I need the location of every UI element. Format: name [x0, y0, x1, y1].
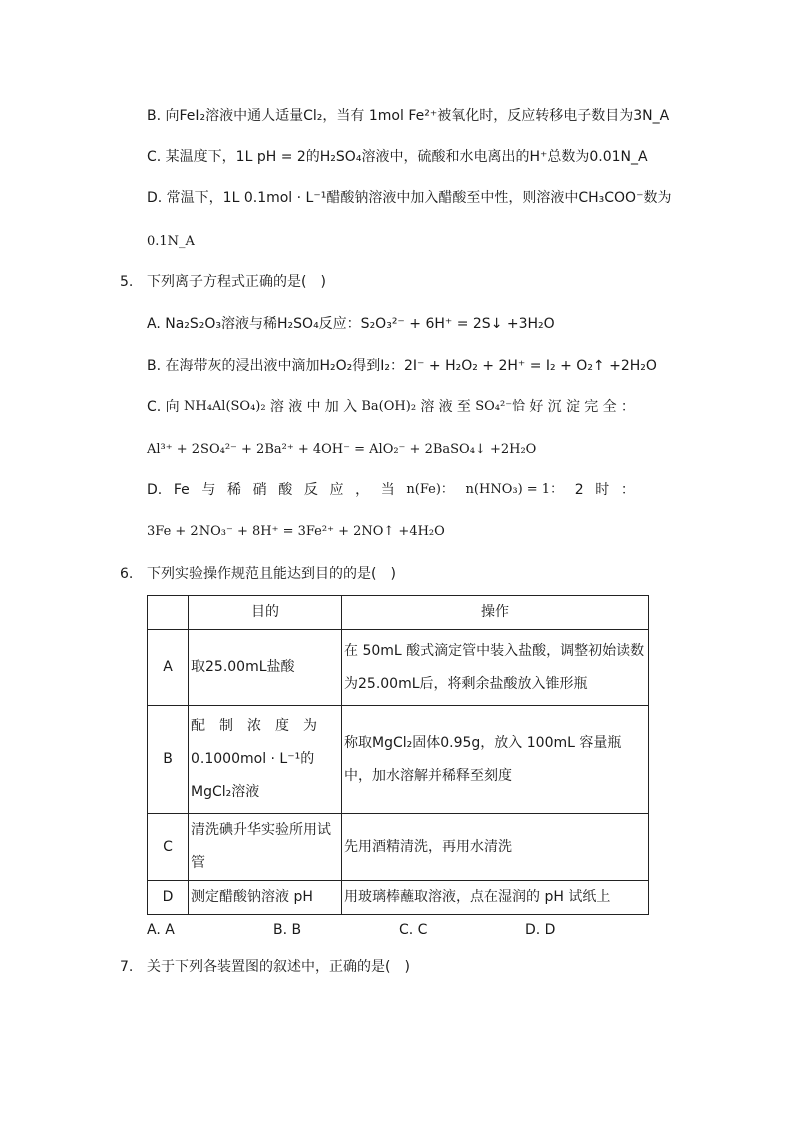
q5-c-seg: 溶 — [269, 399, 284, 415]
table-cell-purpose: 配 制 浓 度 为 0.1000mol · L⁻¹的 MgCl₂溶液 — [189, 706, 342, 814]
q4-option-d-line2: 0.1N_A — [147, 234, 195, 249]
table-cell-label: B — [148, 706, 189, 814]
q5-option-c-line1 — [147, 397, 635, 417]
q7-number: 7. — [120, 959, 134, 975]
table-cell-operation: 用玻璃棒蘸取溶液，点在湿润的 pH 试纸上 — [342, 881, 649, 915]
q5-d-seg: 时 — [595, 482, 610, 498]
table-cell-operation: 在 50mL 酸式滴定管中装入盐酸，调整初始读数为25.00mL后，将剩余盐酸放入锥形瓶 — [342, 630, 649, 706]
q5-c-seg: ： — [620, 399, 635, 415]
q5-d-seg: 当 — [380, 482, 395, 498]
q4-option-c: C. 某温度下，1L pH = 2的H₂SO₄溶液中，硫酸和水电离出的H⁺总数为0.01N_A — [147, 149, 648, 165]
q7-stem: 关于下列各装置图的叙述中，正确的是( ) — [147, 959, 410, 975]
table-cell-label: C — [148, 814, 189, 881]
table-header-cell — [148, 596, 189, 630]
q4-option-b: B. 向FeI₂溶液中通人适量Cl₂，当有 1mol Fe²⁺被氧化时，反应转移电子数目为3N_A — [147, 108, 670, 124]
q5-d-seg: 反 — [303, 482, 318, 498]
q5-option-d-line1 — [147, 480, 635, 500]
q5-d-seg: 硝 — [252, 482, 267, 498]
q5-d-seg: ， — [355, 482, 370, 498]
q5-d-seg: 稀 — [227, 482, 242, 498]
q5-c-seg: 全 — [602, 399, 617, 415]
q5-c-seg: C. 向 — [147, 399, 180, 415]
table-row — [148, 814, 649, 881]
q4-option-d-line1: D. 常温下，1L 0.1mol · L⁻¹醋酸钠溶液中加入醋酸至中性，则溶液中CH₃COO⁻数为 — [147, 190, 672, 206]
table-row — [148, 630, 649, 706]
q5-option-b: B. 在海带灰的浸出液中滴加H₂O₂得到I₂：2I⁻ + H₂O₂ + 2H⁺ = I₂ + O₂↑ +2H₂O — [147, 358, 657, 374]
q5-c-seg: 入 — [343, 399, 358, 415]
q5-c-seg: 加 — [324, 399, 339, 415]
table-cell-operation: 先用酒精清洗，再用水清洗 — [342, 814, 649, 881]
table-cell-operation: 称取MgCl₂固体0.95g，放入 100mL 容量瓶中，加水溶解并稀释至刻度 — [342, 706, 649, 814]
q6-choice-a: A. A — [147, 922, 175, 938]
table-header-cell: 目的 — [189, 596, 342, 630]
table-header-row — [148, 596, 649, 630]
q6-stem: 下列实验操作规范且能达到目的的是( ) — [147, 566, 396, 582]
q5-c-seg: NH₄Al(SO₄)₂ — [183, 399, 266, 414]
q5-d-seg: D. — [147, 482, 163, 498]
table-header-cell: 操作 — [342, 596, 649, 630]
q5-d-seg: 酸 — [278, 482, 293, 498]
q5-option-d-line2: 3Fe + 2NO₃⁻ + 8H⁺ = 3Fe²⁺ + 2NO↑ +4H₂O — [147, 524, 445, 539]
table-cell-purpose: 测定醋酸钠溶液 pH — [189, 881, 342, 915]
q5-c-seg: 液 — [288, 399, 303, 415]
q5-d-seg: Fe — [173, 482, 190, 498]
table-row — [148, 706, 649, 814]
q5-c-seg: SO₄²⁻恰 — [475, 399, 526, 414]
q5-d-seg: n(Fe)： — [406, 482, 454, 497]
q5-c-seg: 中 — [306, 399, 321, 415]
q5-c-seg: 好 — [529, 399, 544, 415]
q5-c-seg: 淀 — [565, 399, 580, 415]
q6-table — [147, 595, 649, 915]
q6-choice-c: C. C — [399, 922, 428, 938]
table-cell-label: A — [148, 630, 189, 706]
table-cell-purpose: 清洗碘升华实验所用试管 — [189, 814, 342, 881]
q5-c-seg: 完 — [584, 399, 599, 415]
q5-number: 5. — [120, 274, 134, 290]
q5-c-seg: 液 — [438, 399, 453, 415]
table-row — [148, 881, 649, 915]
q5-d-seg: 与 — [201, 482, 216, 498]
q6-choice-d: D. D — [525, 922, 556, 938]
table-cell-purpose: 取25.00mL盐酸 — [189, 630, 342, 706]
q6-choice-b: B. B — [273, 922, 302, 938]
q5-d-seg: ： — [620, 482, 635, 498]
q5-option-a: A. Na₂S₂O₃溶液与稀H₂SO₄反应：S₂O₃²⁻ + 6H⁺ = 2S↓ +3H₂O — [147, 316, 555, 332]
q5-c-seg: 溶 — [420, 399, 435, 415]
q5-d-seg: 2 — [574, 482, 584, 498]
table-cell-label: D — [148, 881, 189, 915]
q5-c-seg: 至 — [456, 399, 471, 415]
q5-stem: 下列离子方程式正确的是( ) — [147, 274, 326, 290]
q5-c-seg: Ba(OH)₂ — [361, 399, 417, 414]
q6-number: 6. — [120, 566, 134, 582]
q5-d-seg: n(HNO₃) = 1： — [465, 482, 564, 497]
q5-d-seg: 应 — [329, 482, 344, 498]
q5-option-c-line2: Al³⁺ + 2SO₄²⁻ + 2Ba²⁺ + 4OH⁻ = AlO₂⁻ + 2BaSO₄↓ +2H₂O — [147, 442, 537, 457]
q5-c-seg: 沉 — [547, 399, 562, 415]
